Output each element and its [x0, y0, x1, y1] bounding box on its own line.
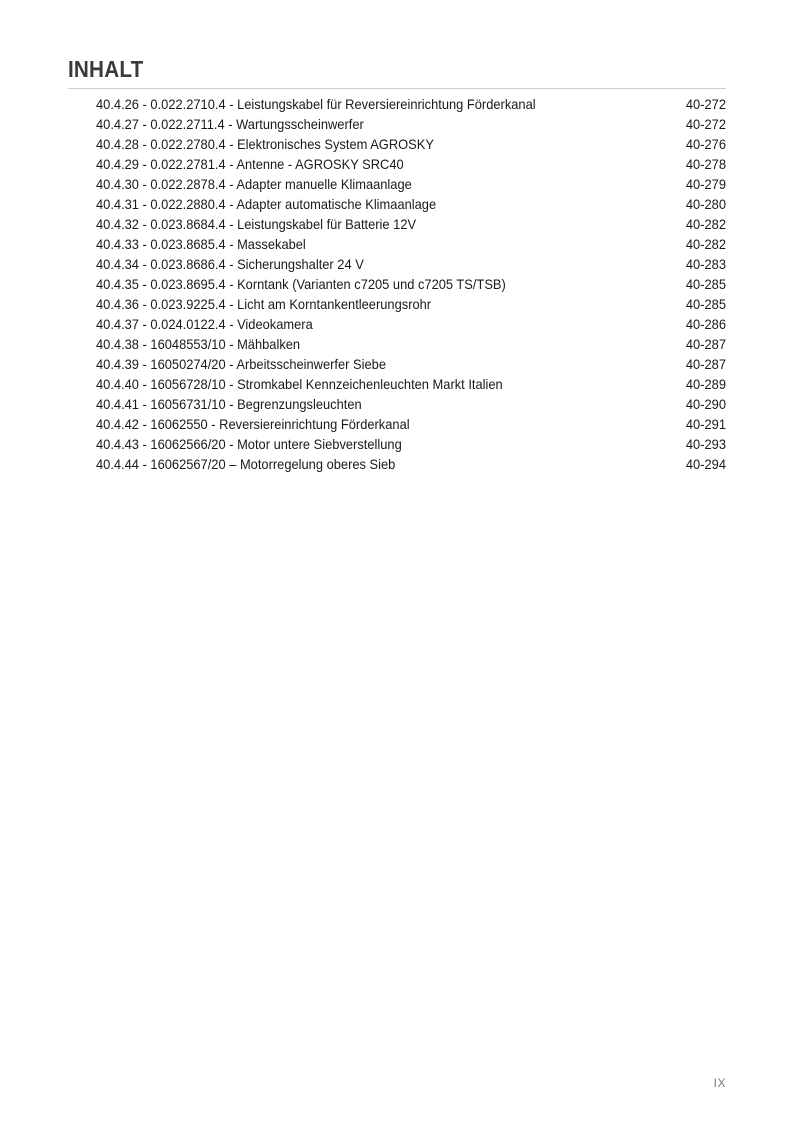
toc-entry[interactable] — [96, 174, 726, 194]
toc-entry[interactable] — [96, 414, 726, 434]
toc-entry[interactable] — [96, 194, 726, 214]
toc-entry[interactable] — [96, 314, 726, 334]
toc-entry-title: 40.4.27 - 0.022.2711.4 - Wartungsscheinwerfer — [96, 116, 364, 132]
toc-entry-page: 40-283 — [685, 256, 726, 272]
toc-entry-title: 40.4.37 - 0.024.0122.4 - Videokamera — [96, 316, 313, 332]
toc-entry-page: 40-282 — [685, 216, 726, 232]
toc-entry-title: 40.4.32 - 0.023.8684.4 - Leistungskabel für Batterie 12V — [96, 216, 417, 232]
page-title: INHALT — [68, 56, 144, 82]
toc-entry-title: 40.4.41 - 16056731/10 - Begrenzungsleuchten — [96, 396, 362, 412]
toc-entry-title: 40.4.38 - 16048553/10 - Mähbalken — [96, 336, 301, 352]
toc-entry[interactable] — [96, 294, 726, 314]
toc-entry-title: 40.4.40 - 16056728/10 - Stromkabel Kennzeichenleuchten Markt Italien — [96, 376, 503, 392]
toc-entry-page: 40-285 — [685, 296, 726, 312]
toc-entry[interactable] — [96, 274, 726, 294]
toc-entry-page: 40-272 — [685, 116, 726, 132]
toc-entry-title: 40.4.39 - 16050274/20 - Arbeitsscheinwerfer Siebe — [96, 356, 387, 372]
toc-entry-title: 40.4.33 - 0.023.8685.4 - Massekabel — [96, 236, 306, 252]
toc-entry[interactable] — [96, 454, 726, 474]
toc-entry[interactable] — [96, 254, 726, 274]
toc-entry[interactable] — [96, 334, 726, 354]
toc-entry-title: 40.4.26 - 0.022.2710.4 - Leistungskabel für Reversiereinrichtung Förderkanal — [96, 96, 536, 112]
toc-entry-page: 40-272 — [685, 96, 726, 112]
toc-entry-page: 40-286 — [685, 316, 726, 332]
toc-entry-title: 40.4.34 - 0.023.8686.4 - Sicherungshalter 24 V — [96, 256, 364, 272]
toc-entry-title: 40.4.36 - 0.023.9225.4 - Licht am Korntankentleerungsrohr — [96, 296, 432, 312]
toc-entry-page: 40-287 — [685, 356, 726, 372]
toc-entry-page: 40-290 — [685, 396, 726, 412]
toc-entry-page: 40-291 — [685, 416, 726, 432]
toc-entry[interactable] — [96, 154, 726, 174]
page-number: IX — [713, 1076, 726, 1090]
toc-entry-title: 40.4.44 - 16062567/20 – Motorregelung oberes Sieb — [96, 456, 396, 472]
toc-entry-page: 40-287 — [685, 336, 726, 352]
toc-entry-title: 40.4.31 - 0.022.2880.4 - Adapter automatische Klimaanlage — [96, 196, 437, 212]
toc-entry-title: 40.4.28 - 0.022.2780.4 - Elektronisches System AGROSKY — [96, 136, 434, 152]
toc-entry-page: 40-276 — [685, 136, 726, 152]
toc-entry-page: 40-279 — [685, 176, 726, 192]
toc-entry-page: 40-282 — [685, 236, 726, 252]
title-divider — [68, 88, 726, 89]
toc-entry[interactable] — [96, 214, 726, 234]
toc-entry-title: 40.4.30 - 0.022.2878.4 - Adapter manuelle Klimaanlage — [96, 176, 412, 192]
toc-entry-title: 40.4.35 - 0.023.8695.4 - Korntank (Varianten c7205 und c7205 TS/TSB) — [96, 276, 506, 292]
toc-entry-page: 40-280 — [685, 196, 726, 212]
toc-entry-title: 40.4.43 - 16062566/20 - Motor untere Siebverstellung — [96, 436, 402, 452]
toc-entry-page: 40-278 — [685, 156, 726, 172]
toc-entry[interactable] — [96, 114, 726, 134]
toc-entry[interactable] — [96, 234, 726, 254]
toc-entry-page: 40-285 — [685, 276, 726, 292]
toc-entry[interactable] — [96, 354, 726, 374]
toc-entry-page: 40-289 — [685, 376, 726, 392]
toc-entry[interactable] — [96, 394, 726, 414]
toc-entry[interactable] — [96, 134, 726, 154]
toc-entry-title: 40.4.29 - 0.022.2781.4 - Antenne - AGROSKY SRC40 — [96, 156, 404, 172]
toc-entry-page: 40-294 — [685, 456, 726, 472]
toc-entry-title: 40.4.42 - 16062550 - Reversiereinrichtung Förderkanal — [96, 416, 410, 432]
toc-entry[interactable] — [96, 94, 726, 114]
toc-entry-page: 40-293 — [685, 436, 726, 452]
toc-entry[interactable] — [96, 434, 726, 454]
table-of-contents — [96, 94, 726, 474]
toc-entry[interactable] — [96, 374, 726, 394]
